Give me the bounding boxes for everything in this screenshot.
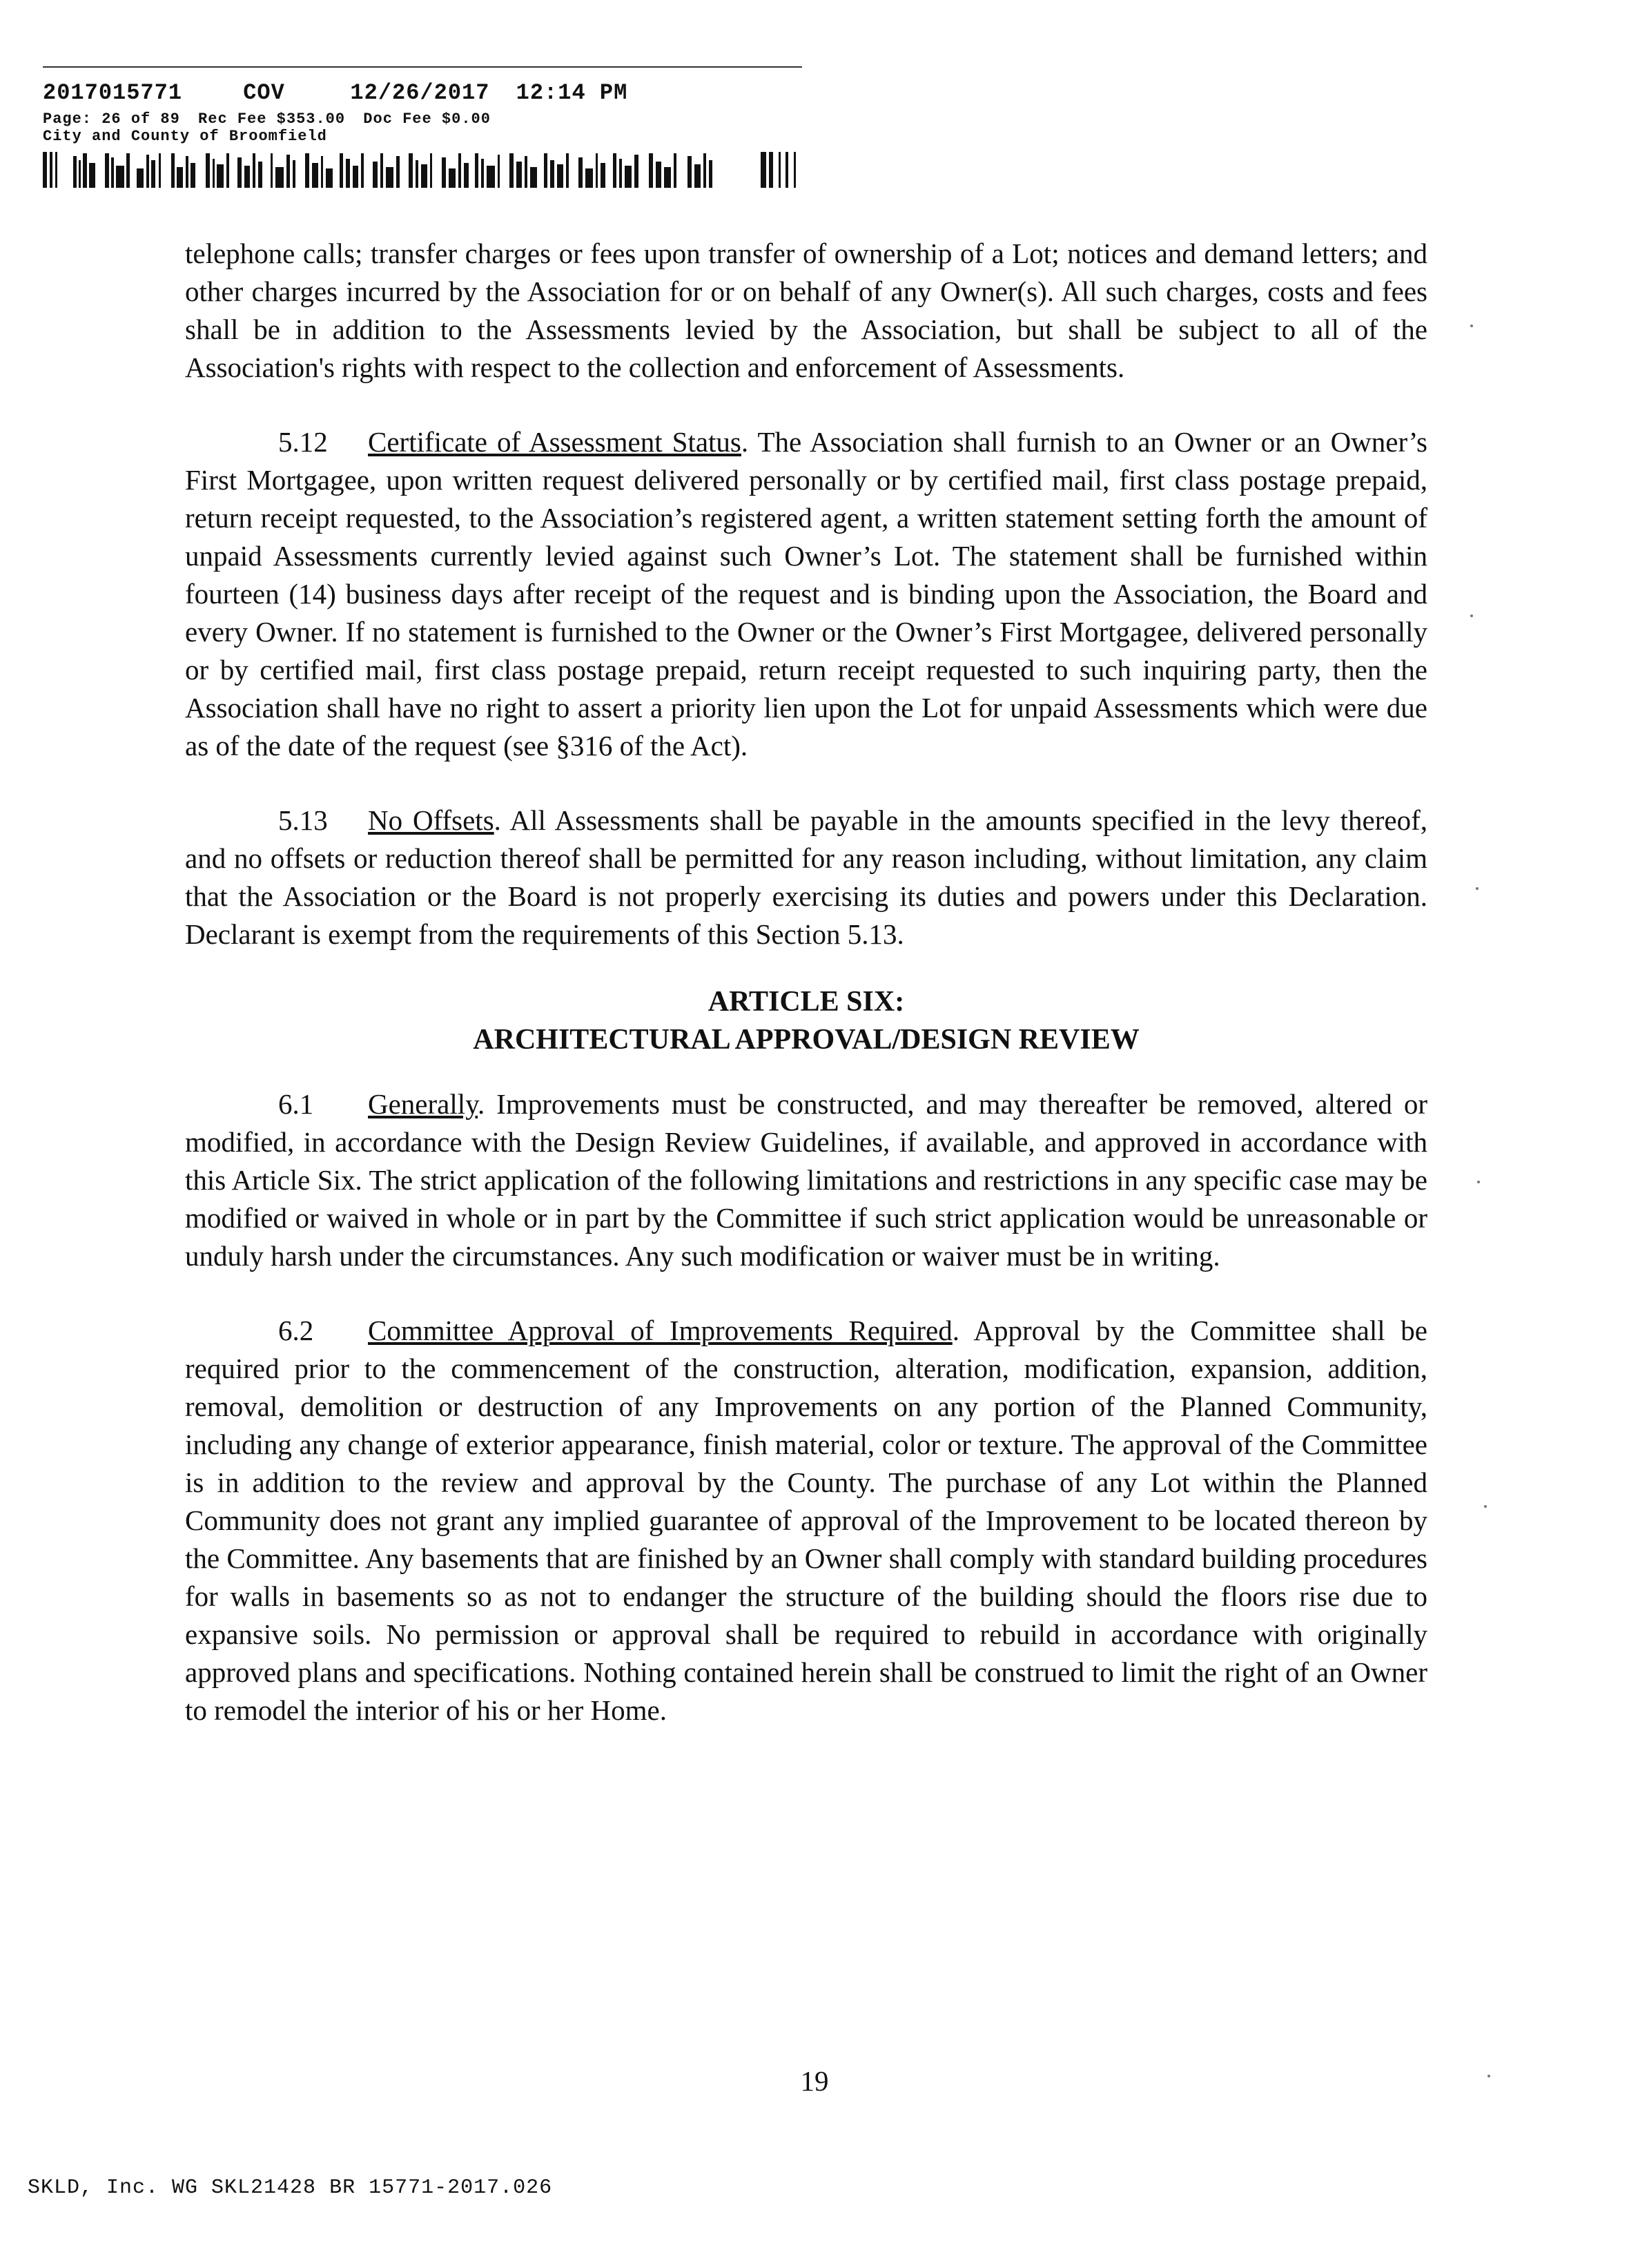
scan-speck: [1477, 1181, 1480, 1183]
barcode-image: [43, 151, 816, 189]
record-time: 12:14 PM: [516, 80, 628, 106]
article-heading: [185, 983, 1427, 1059]
scan-speck: [1470, 614, 1473, 617]
scan-speck: [1476, 887, 1479, 890]
section-text: . Approval by the Committee shall be required prior to the commencement of the construction, alteration, modification, expansion, addition, removal, demolition or destruction of any Improvements on any portion of the Planned Community, including any change of exterior appearance, finish material, color or texture. The approval of the Committee is in addition to the review and approval by the County. The purchase of any Lot within the Planned Community does not grant any implied guarantee of approval of the Improvement to be located thereon by the Committee. Any basements that are finished by an Owner shall comply with standard building procedures for walls in basements so as not to endanger the structure of the building should the floors rise due to expansive soils. No permission or approval shall be required to rebuild in accordance with originally approved plans and specifications. Nothing contained herein shall be construed to limit the right of an Owner to remodel the interior of his or her Home.: [185, 1315, 1427, 1726]
section-number: 5.13: [278, 804, 328, 836]
page-number: 19: [800, 2065, 829, 2097]
section-heading: Generally: [368, 1088, 478, 1120]
scan-speck: [1484, 1505, 1487, 1508]
section-6-1: [185, 1085, 1427, 1275]
scan-speck: [1470, 324, 1473, 327]
reception-number: 2017015771: [43, 80, 183, 106]
section-number: 6.2: [278, 1315, 314, 1346]
doc-type: COV: [243, 80, 285, 106]
scan-speck: [1487, 2075, 1490, 2077]
stamp-header-line: [43, 80, 627, 106]
page-info: Page: 26 of 89: [43, 110, 180, 128]
section-5-12: [185, 423, 1427, 765]
county-name: City and County of Broomfield: [43, 128, 327, 145]
stamp-rule: [43, 66, 802, 68]
document-body: [185, 235, 1427, 1766]
section-text: . All Assessments shall be payable in the amounts specified in the levy thereof, and no offsets or reduction thereof shall be permitted for any reason including, without limitation, any claim that the Association or the Board is not properly exercising its duties and powers under this Declaration. Declarant is exempt from the requirements of this Section 5.13.: [185, 804, 1427, 950]
continued-paragraph: telephone calls; transfer charges or fees upon transfer of ownership of a Lot; notices and demand letters; and other charges incurred by the Association for or on behalf of any Owner(s). All such charges, costs and fees shall be in addition to the Assessments levied by the Association, but shall be subject to all of the Association's rights with respect to the collection and enforcement of Assessments.: [185, 238, 1427, 383]
section-heading: Certificate of Assessment Status: [368, 426, 741, 458]
section-number: 6.1: [278, 1088, 314, 1120]
section-text: . Improvements must be constructed, and may thereafter be removed, altered or modified, in accordance with the Design Review Guidelines, if available, and approved in accordance with this Article Six. The strict application of the following limitations and restrictions in any specific case may be modified or waived in whole or in part by the Committee if such strict application would be unreasonable or unduly harsh under the circumstances. Any such modification or waiver must be in writing.: [185, 1088, 1427, 1272]
section-5-13: [185, 802, 1427, 953]
section-number: 5.12: [278, 426, 328, 458]
article-title: ARTICLE SIX:: [708, 986, 905, 1018]
doc-fee: Doc Fee $0.00: [363, 110, 491, 128]
section-text: . The Association shall furnish to an Owner or an Owner’s First Mortgagee, upon written request delivered personally or by certified mail, first class postage prepaid, return receipt requested, to the Association’s registered agent, a written statement setting forth the amount of unpaid Assessments currently levied against such Owner’s Lot. The statement shall be furnished within fourteen (14) business days after receipt of the request and is binding upon the Association, the Board and every Owner. If no statement is furnished to the Owner or the Owner’s First Mortgagee, delivered personally or by certified mail, first class postage prepaid, return receipt requested to such inquiring party, then the Association shall have no right to assert a priority lien upon the Lot for unpaid Assessments which were due as of the date of the request (see §316 of the Act).: [185, 426, 1427, 762]
footer-reference: SKLD, Inc. WG SKL21428 BR 15771-2017.026: [28, 2176, 553, 2200]
article-subtitle: ARCHITECTURAL APPROVAL/DESIGN REVIEW: [473, 1024, 1140, 1056]
section-heading: Committee Approval of Improvements Required: [368, 1315, 953, 1346]
record-date: 12/26/2017: [350, 80, 490, 106]
section-heading: No Offsets: [368, 804, 494, 836]
section-6-2: [185, 1312, 1427, 1729]
rec-fee: Rec Fee $353.00: [198, 110, 346, 128]
stamp-fee-line: [43, 110, 491, 128]
